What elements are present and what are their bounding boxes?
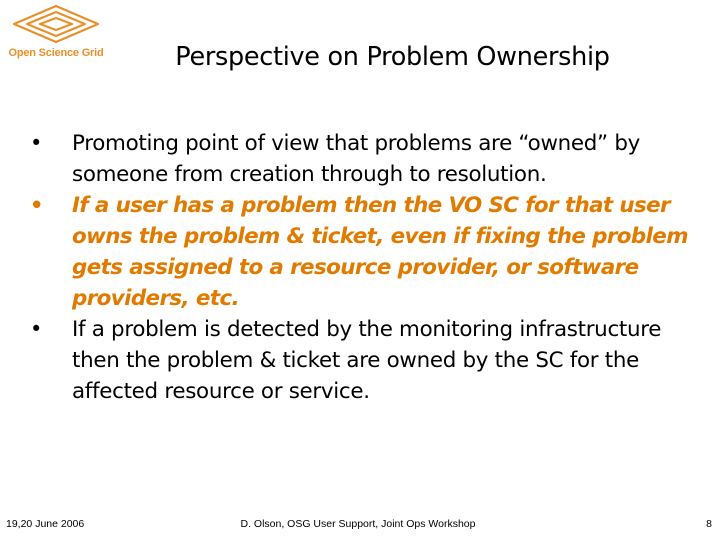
osg-logo-graphic: [6, 4, 106, 48]
bullet-marker: •: [30, 131, 43, 155]
bullet-list: [30, 128, 690, 407]
bullet-marker: •: [30, 317, 43, 341]
footer-page-number: 8: [706, 518, 712, 530]
bullet-marker: •: [30, 193, 43, 217]
bullet-text: If a problem is detected by the monitoring infrastructure then the problem & ticket are owned by the SC for the affected resource or service.: [72, 317, 662, 404]
footer-presenter: D. Olson, OSG User Support, Joint Ops Workshop: [240, 518, 476, 530]
bullet-item: [30, 314, 690, 407]
bullet-item: [30, 128, 690, 190]
slide-title: Perspective on Problem Ownership: [175, 42, 610, 72]
logo-text: Open Science Grid: [8, 47, 104, 59]
osg-logo: [6, 4, 106, 64]
bullet-item-highlighted: [30, 190, 690, 314]
bullet-text: If a user has a problem then the VO SC for that user owns the problem & ticket, even if fixing the problem gets assigned to a resource provider, or software providers, etc.: [72, 193, 688, 311]
footer-date: 19,20 June 2006: [6, 518, 85, 530]
bullet-text: Promoting point of view that problems are “owned” by someone from creation through to resolution.: [72, 131, 640, 187]
